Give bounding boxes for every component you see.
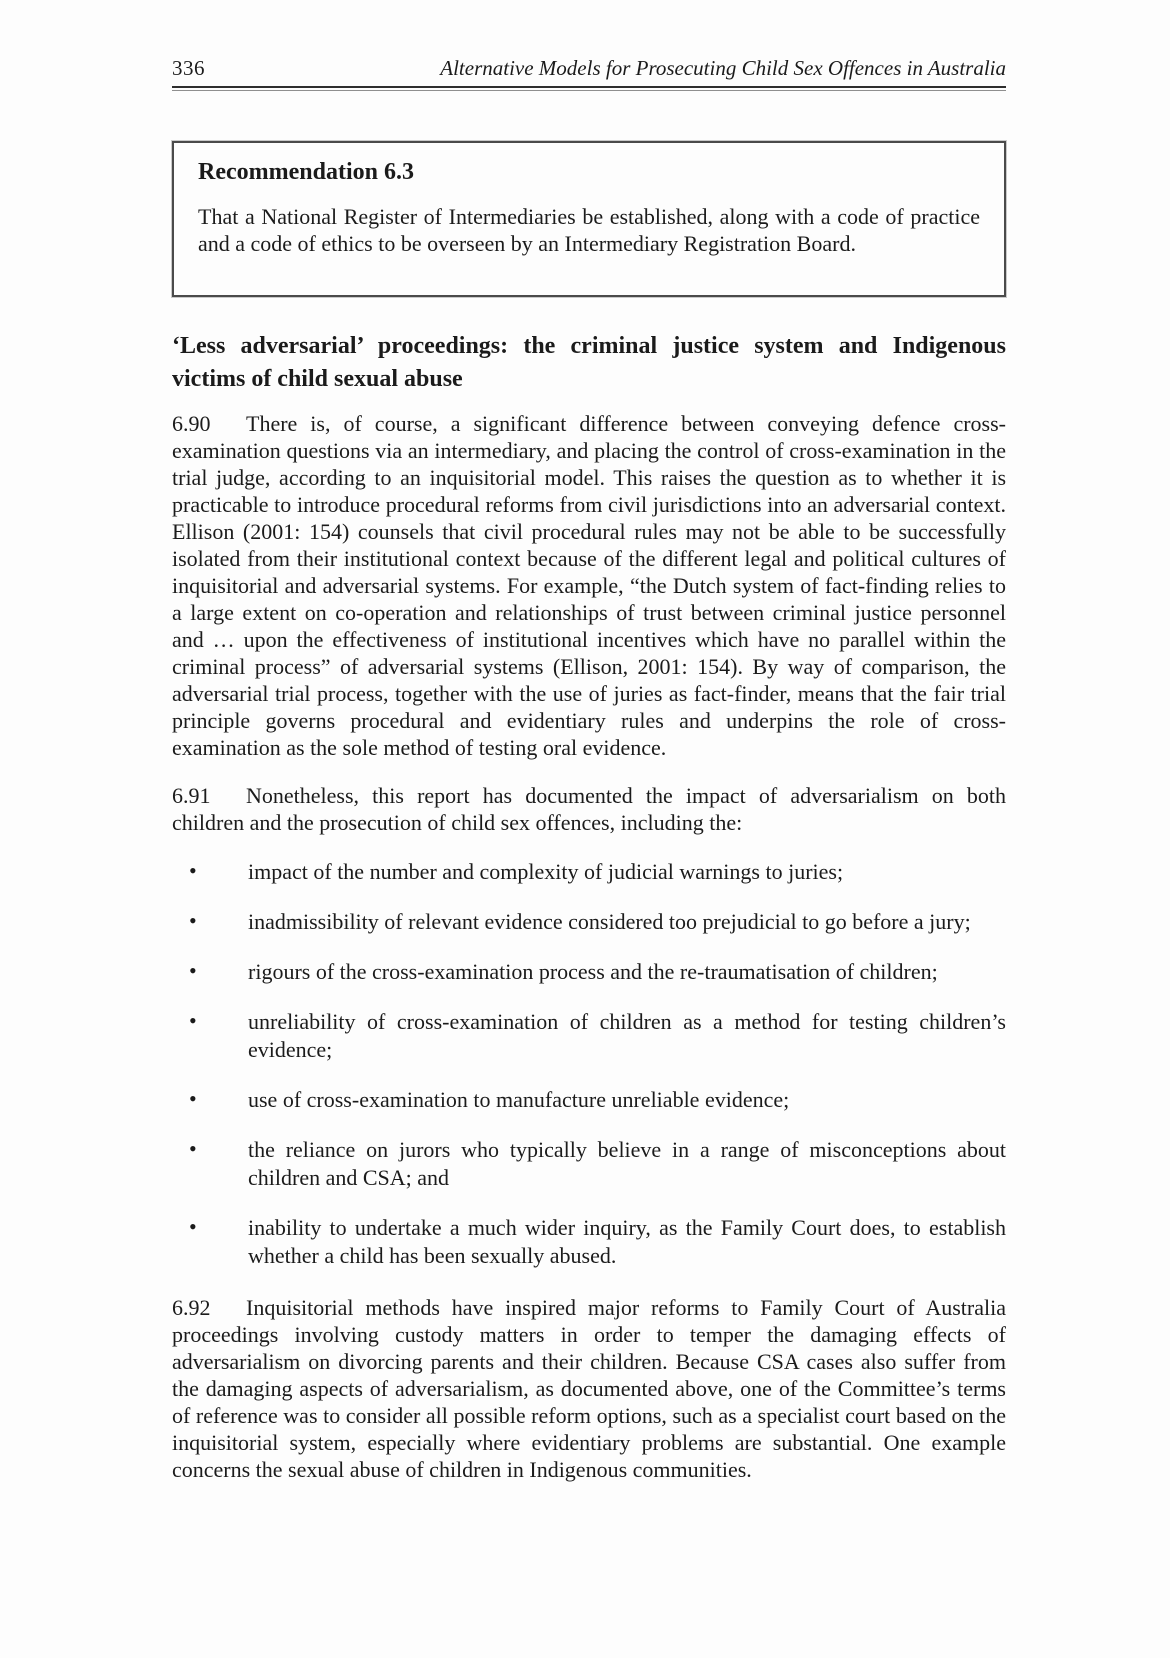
paragraph-6-91	[172, 782, 1006, 836]
bullet-icon: •	[189, 1136, 197, 1161]
bullet-icon: •	[189, 1008, 197, 1033]
list-item	[172, 1214, 1006, 1270]
list-item-text: rigours of the cross-examination process and the re-traumatisation of children;	[248, 959, 938, 984]
bullet-icon: •	[189, 958, 197, 983]
running-header	[172, 56, 1006, 86]
running-title: Alternative Models for Prosecuting Child Sex Offences in Australia	[440, 56, 1006, 80]
bullet-icon: •	[189, 908, 197, 933]
paragraph-number: 6.90	[172, 411, 211, 436]
paragraph-number: 6.92	[172, 1295, 211, 1320]
list-item	[172, 908, 1006, 936]
list-item-text: the reliance on jurors who typically believe in a range of misconceptions about children and CSA; and	[248, 1137, 1006, 1190]
list-item-text: inability to undertake a much wider inquiry, as the Family Court does, to establish whether a child has been sexually abused.	[248, 1215, 1006, 1268]
bullet-icon: •	[189, 858, 197, 883]
section-heading: ‘Less adversarial’ proceedings: the criminal justice system and Indigenous victims of child sexual abuse	[172, 333, 1006, 392]
list-item-text: impact of the number and complexity of judicial warnings to juries;	[248, 859, 844, 884]
list-item-text: use of cross-examination to manufacture unreliable evidence;	[248, 1087, 790, 1112]
paragraph-6-90	[172, 410, 1006, 761]
list-item	[172, 958, 1006, 986]
bullet-list	[172, 858, 1006, 1270]
paragraph-text: There is, of course, a significant difference between conveying defence cross-examination questions via an intermediary, and placing the control of cross-examination in the trial judge, according to an inquisitorial model. This raises the question as to whether it is practicable to introduce procedural reforms from civil jurisdictions into an adversarial context. Ellison (2001: 154) counsels that civil procedural rules may not be able to be successfully isolated from their institutional context because of the different legal and political cultures of inquisitorial and adversarial systems. For example, “the Dutch system of fact-finding relies to a large extent on co-operation and relationships of trust between criminal justice personnel and … upon the effectiveness of institutional incentives which have no parallel within the criminal process” of adversarial systems (Ellison, 2001: 154). By way of comparison, the adversarial trial process, together with the use of juries as fact-finder, means that the fair trial principle governs procedural and evidentiary rules and underpins the role of cross-examination as the sole method of testing oral evidence.	[172, 411, 1006, 760]
recommendation-title: Recommendation 6.3	[198, 159, 414, 185]
paragraph-6-92	[172, 1294, 1006, 1483]
list-item-text: unreliability of cross-examination of children as a method for testing children’s evidence;	[248, 1009, 1006, 1062]
bullet-icon: •	[189, 1214, 197, 1239]
bullet-icon: •	[189, 1086, 197, 1111]
list-item-text: inadmissibility of relevant evidence considered too prejudicial to go before a jury;	[248, 909, 971, 934]
header-rule-divider	[172, 86, 1006, 91]
page-number: 336	[172, 56, 205, 80]
recommendation-box	[172, 141, 1006, 297]
recommendation-body: That a National Register of Intermediaries be established, along with a code of practice and a code of ethics to be overseen by an Intermediary Registration Board.	[198, 204, 980, 256]
paragraph-text: Inquisitorial methods have inspired major reforms to Family Court of Australia proceedings involving custody matters in order to temper the damaging effects of adversarialism on divorcing parents and their children. Because CSA cases also suffer from the damaging aspects of adversarialism, as documented above, one of the Committee’s terms of reference was to consider all possible reform options, such as a specialist court based on the inquisitorial system, especially where evidentiary problems are substantial. One example concerns the sexual abuse of children in Indigenous communities.	[172, 1295, 1006, 1482]
paragraph-number: 6.91	[172, 783, 211, 808]
list-item	[172, 858, 1006, 886]
list-item	[172, 1008, 1006, 1064]
list-item	[172, 1136, 1006, 1192]
list-item	[172, 1086, 1006, 1114]
paragraph-text: Nonetheless, this report has documented the impact of adversarialism on both children and the prosecution of child sex offences, including the:	[172, 783, 1006, 835]
